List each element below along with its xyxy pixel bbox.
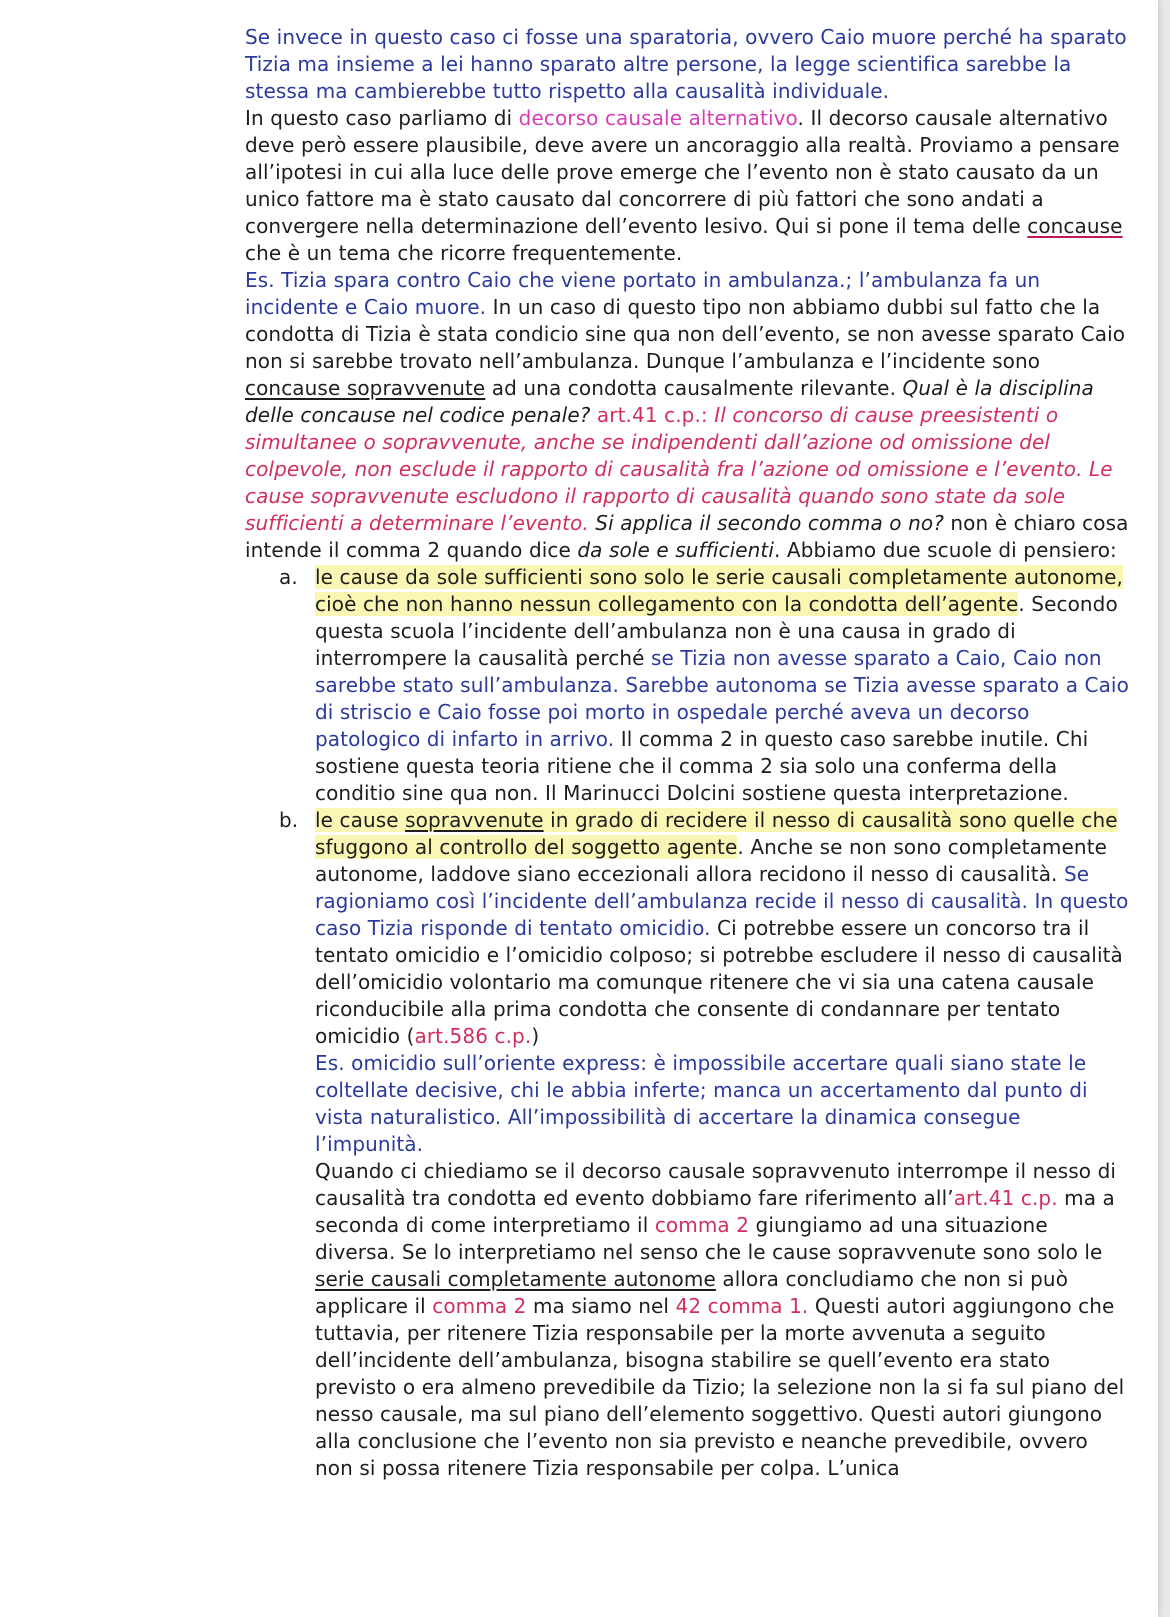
highlight: le cause da sole sufficienti sono solo le serie causali completamente autonome, cioè che non hanno nessun collegamento con la condotta dell’agente	[315, 565, 1123, 616]
term-decorso-causale-alternativo: decorso causale alternativo	[518, 106, 798, 130]
paragraph-conclusion: Quando ci chiediamo se il decorso causale sopravvenuto interrompe il nesso di causalità tra condotta ed evento dobbiamo fare riferimento all’art.41 c.p. ma a seconda di come interpretiamo il comma 2 giungiamo ad una situazione diversa. Se lo interpretiamo nel senso che le cause sopravvenute sono solo le serie causali completamente autonome allora concludiamo che non si può applicare il comma 2 ma siamo nel 42 comma 1. Questi autori aggiungono che tuttavia, per ritenere Tizia responsabile per la morte avvenuta a seguito dell’incidente dell’ambulanza, bisogna stabilire se quell’evento era stato previsto o era almeno prevedibile da Tizio; la selezione non la si fa sul piano del nesso causale, ma sul piano dell’elemento soggettivo. Questi autori giungono alla conclusione che l’evento non sia previsto e neanche prevedibile, ovvero non si possa ritenere Tizia responsabile per colpa. L’unica	[315, 1159, 1125, 1480]
highlight: le cause sopravvenute in grado di recidere il nesso di causalità sono quelle che sfuggono al controllo del soggetto agente	[315, 808, 1118, 859]
ref-comma2: comma 2	[432, 1294, 527, 1318]
quote-art41: Il concorso di cause preesistenti o simultanee o sopravvenute, anche se indipendenti dall’azione od omissione del colpevole, non esclude il rapporto di causalità fra l’azione od omissione e l’evento. Le cause sopravvenute escludono il rapporto di causalità quando sono state da sole sufficienti a determinare l’evento.	[245, 403, 1113, 535]
ref-art41: art.41 c.p.	[953, 1186, 1058, 1210]
example-text: Se ragioniamo così l’incidente dell’ambulanza recide il nesso di causalità. In questo caso Tizia risponde di tentato omicidio.	[315, 862, 1129, 940]
ref-art586: art.586 c.p.	[414, 1024, 532, 1048]
example-text: se Tizia non avesse sparato a Caio, Caio non sarebbe stato sull’ambulanza. Sarebbe autonoma se Tizia avesse sparato a Caio di striscio e Caio fosse poi morto in ospedale perché aveva un decorso patologico di infarto in arrivo.	[315, 646, 1129, 751]
schools-of-thought-list	[245, 564, 1131, 1158]
document-body	[245, 24, 1131, 1482]
list-marker: a.	[279, 565, 298, 589]
term-concause: concause	[1027, 214, 1123, 238]
question-disciplina: Qual è la disciplina delle concause nel codice penale?	[245, 376, 1094, 427]
example-orient-express: Es. omicidio sull’oriente express: è impossibile accertare quali siano state le coltellate decisive, chi le abbia inferte; manca un accertamento dal punto di vista naturalistico. All’impossibilità di accertare la dinamica consegue l’impunità.	[315, 1051, 1088, 1156]
list-item: b. le cause sopravvenute in grado di recidere il nesso di causalità sono quelle che sfuggono al controllo del soggetto agente. Anche se non sono completamente autonome, laddove siano eccezionali allora recidono il nesso di causalità. Se ragioniamo così l’incidente dell’ambulanza recide il nesso di causalità. In questo caso Tizia risponde di tentato omicidio. Ci potrebbe essere un concorso tra il tentato omicidio e l’omicidio colposo; si potrebbe escludere il nesso di causalità dell’omicidio volontario ma comunque ritenere che vi sia una catena causale riconducibile alla prima condotta che consente di condannare per tentato omicidio (art.586 c.p.) Es. omicidio sull’oriente express: è impossibile accertare quali siano state le coltellate decisive, chi le abbia inferte; manca un accertamento dal punto di vista naturalistico. All’impossibilità di accertare la dinamica consegue l’impunità.	[279, 808, 1129, 1156]
question-secondo-comma: Si applica il secondo comma o no?	[588, 511, 944, 535]
paragraph-intro: Se invece in questo caso ci fosse una sparatoria, ovvero Caio muore perché ha sparato Tizia ma insieme a lei hanno sparato altre persone, la legge scientifica sarebbe la stessa ma cambierebbe tutto rispetto alla causalità individuale. In questo caso parliamo di decorso causale alternativo. Il decorso causale alternativo deve però essere plausibile, deve avere un ancoraggio alla realtà. Proviamo a pensare all’ipotesi in cui alla luce delle prove emerge che l’evento non è stato causato da un unico fattore ma è stato causato dal concorrere di più fattori che sono andati a convergere nella determinazione dell’evento lesivo. Qui si pone il tema delle concause che è un tema che ricorre frequentemente. Es. Tizia spara contro Caio che viene portato in ambulanza.; l’ambulanza fa un incidente e Caio muore. In un caso di questo tipo non abbiamo dubbi sul fatto che la condotta di Tizia è stata condicio sine qua non dell’evento, se non avesse sparato Caio non si sarebbe trovato nell’ambulanza. Dunque l’ambulanza e l’incidente sono concause sopravvenute ad una condotta causalmente rilevante. Qual è la disciplina delle concause nel codice penale? art.41 c.p.: Il concorso di cause preesistenti o simultanee o sopravvenute, anche se indipendenti dall’azione od omissione del colpevole, non esclude il rapporto di causalità fra l’azione od omissione e l’evento. Le cause sopravvenute escludono il rapporto di causalità quando sono state da sole sufficienti a determinare l’evento. Si applica il secondo comma o no? non è chiaro cosa intende il comma 2 quando dice da sole e sufficienti. Abbiamo due scuole di pensiero:	[245, 25, 1129, 562]
example-shooting: Se invece in questo caso ci fosse una sparatoria, ovvero Caio muore perché ha sparato Tizia ma insieme a lei hanno sparato altre persone, la legge scientifica sarebbe la stessa ma cambierebbe tutto rispetto alla causalità individuale.	[245, 25, 1127, 103]
term-concause-sopravvenute: concause sopravvenute	[245, 376, 486, 400]
term-serie-causali: serie causali completamente autonome	[315, 1267, 716, 1291]
ref-comma2: comma 2	[654, 1213, 750, 1237]
example-ambulance: Es. Tizia spara contro Caio che viene portato in ambulanza.; l’ambulanza fa un incidente e Caio muore.	[245, 268, 1041, 319]
ref-art41: art.41 c.p.:	[590, 403, 715, 427]
ref-art42: 42 comma 1.	[675, 1294, 809, 1318]
list-item: a. le cause da sole sufficienti sono solo le serie causali completamente autonome, cioè che non hanno nessun collegamento con la condotta dell’agente. Secondo questa scuola l’incidente dell’ambulanza non è una causa in grado di interrompere la causalità perché se Tizia non avesse sparato a Caio, Caio non sarebbe stato sull’ambulanza. Sarebbe autonoma se Tizia avesse sparato a Caio di striscio e Caio fosse poi morto in ospedale perché aveva un decorso patologico di infarto in arrivo. Il comma 2 in questo caso sarebbe inutile. Chi sostiene questa teoria ritiene che il comma 2 sia solo una conferma della conditio sine qua non. Il Marinucci Dolcini sostiene questa interpretazione.	[279, 565, 1129, 805]
list-marker: b.	[279, 808, 299, 832]
